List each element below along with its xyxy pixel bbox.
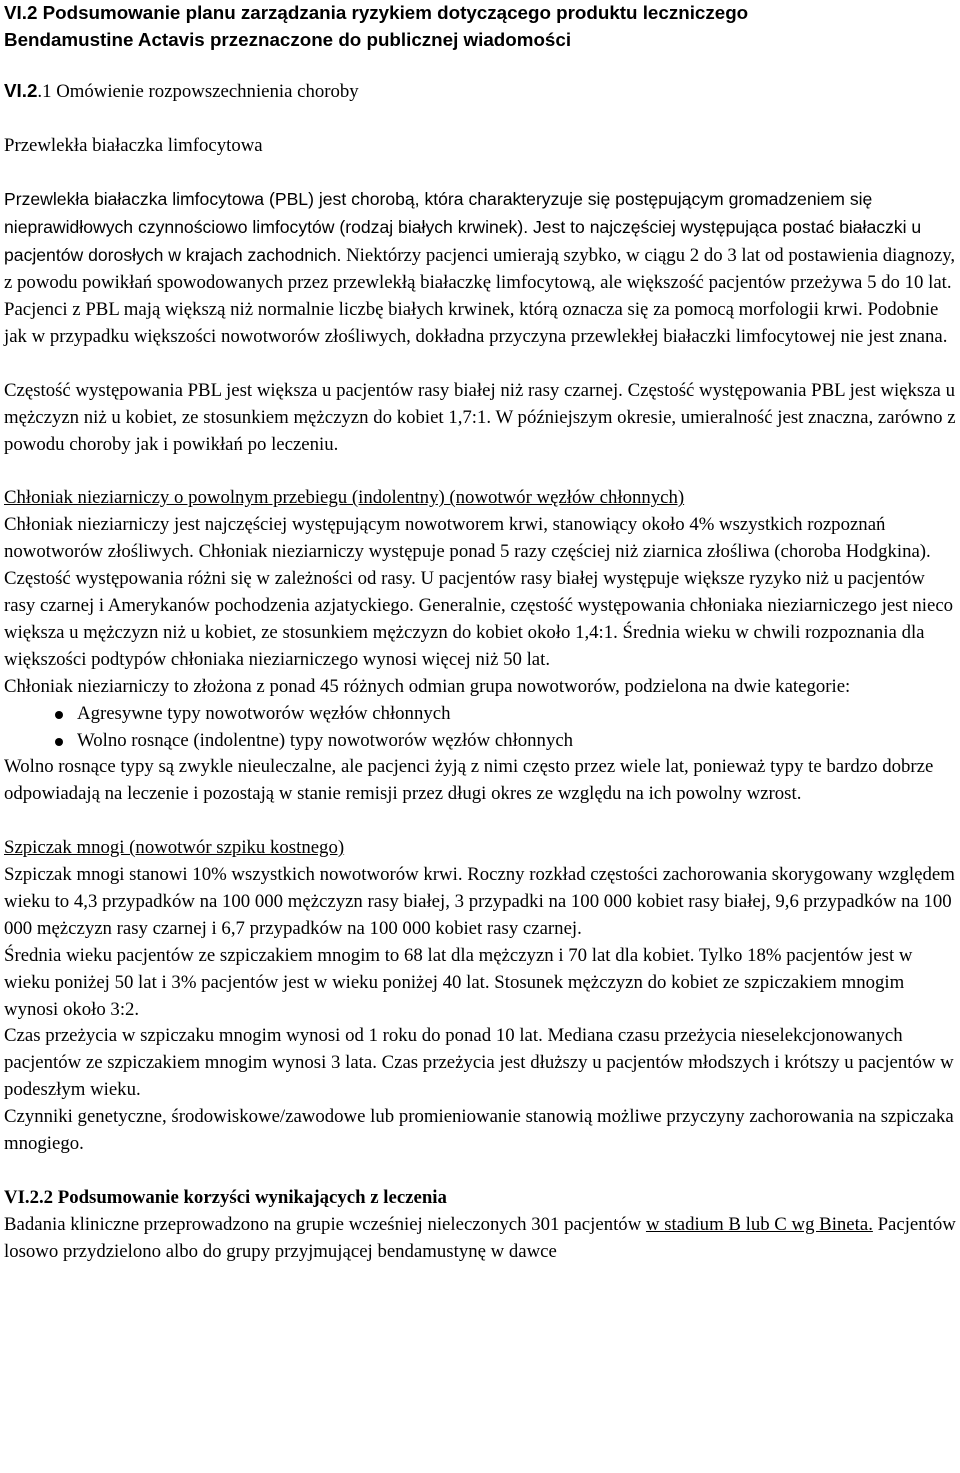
section-621-heading-rest: .1 Omówienie rozpowszechnienia choroby [37,80,359,102]
spacer [4,54,956,67]
list-item-text: Wolno rosnące (indolentne) typy nowotworów węzłów chłonnych [77,729,574,751]
myeloma-heading: Szpiczak mnogi (nowotwór szpiku kostnego) [4,837,345,859]
spacer [4,351,956,378]
lymphoma-paragraph-4: Wolno rosnące typy są zwykle nieuleczalne, ale pacjenci żyją z nimi często przez wiele lat, ponieważ typy te bardzo dobrze odpowiadają na leczenie i pozostają w stanie remisji przez długi okres ze względu na ich powolny wzrost. [4,756,934,805]
main-heading [4,0,956,54]
list-item-text: Agresywne typy nowotworów węzłów chłonnych [77,702,451,724]
section-621-heading-prefix: VI.2 [4,79,38,101]
lymphoma-categories-list [4,701,956,755]
list-item [77,728,956,755]
myeloma-paragraph-3: Czas przeżycia w szpiczaku mnogim wynosi od 1 roku do ponad 10 lat. Mediana czasu przeżycia nieselekcjonowanych pacjentów ze szpiczakiem mnogim wynosi 3 lata. Czas przeżycia jest dłuższy u pacjentów młodszych i krótszy u pacjentów w podeszłym wieku. [4,1025,954,1101]
lymphoma-paragraph-3: Chłoniak nieziarniczy to złożona z ponad 45 różnych odmian grupa nowotworów, podzielona na dwie kategorie: [4,675,851,697]
cll-paragraph-1-sans: Przewlekła białaczka limfocytowa (PBL) jest chorobą, która charakteryzuje się postępującym gromadzeniem się nieprawidłowych czynnościowo limfocytów (rodzaj białych krwinek). Jest to najczęściej występująca postać białaczki u pacjentów dorosłych w krajach zachodnich. [4,189,922,266]
myeloma-paragraph-4: Czynniki genetyczne, środowiskowe/zawodowe lub promieniowanie stanowią możliwe przyczyny zachorowania na szpiczaka mnogiego. [4,1106,954,1155]
lymphoma-paragraph-2: Częstość występowania różni się w zależności od rasy. U pacjentów rasy białej występuje większe ryzyko niż u pacjentów rasy czarnej i Amerykanów pochodzenia azjatyckiego. Generalnie, częstość występowania chłoniaka nieziarniczego jest nieco większa u mężczyzn niż u kobiet, ze stosunkiem mężczyzn do kobiet około 1,4:1. Średnia wieku w chwili rozpoznania dla większości podtypów chłoniaka nieziarniczego wynosi więcej niż 50 lat. [4,568,954,670]
binet-stage-link: w stadium B lub C wg Bineta. [645,1213,873,1235]
lymphoma-heading: Chłoniak nieziarniczy o powolnym przebiegu (indolentny) (nowotwór węzłów chłonnych) [4,487,685,509]
section-621-heading [4,78,956,106]
section-622-text-start: Badania kliniczne przeprowadzono na grupie wcześniej nieleczonych 301 pacjentów [4,1213,646,1235]
myeloma-paragraph-1: Szpiczak mnogi stanowi 10% wszystkich nowotworów krwi. Roczny rozkład częstości zachorowania skorygowany względem wieku to 4,3 przypadków na 100 000 mężczyzn rasy białej, 3 przypadki na 100 000 kobiet rasy białej, 9,6 przypadków na 100 000 mężczyzn rasy czarnej i 6,7 przypadków na 100 000 kobiet rasy czarnej. [4,864,955,939]
lymphoma-paragraph-1: Chłoniak nieziarniczy jest najczęściej występującym nowotworem krwi, stanowiący około 4% wszystkich rozpoznań nowotworów złośliwych. Chłoniak nieziarniczy występuje ponad 5 razy częściej niż ziarnica złośliwa (choroba Hodgkina). [4,514,931,563]
section-622-heading: VI.2.2 Podsumowanie korzyści wynikających z leczenia [4,1186,447,1208]
main-heading-line1: VI.2 Podsumowanie planu zarządzania ryzykiem dotyczącego produktu leczniczego [4,2,749,23]
bullet-icon [55,711,63,719]
list-item [77,701,956,728]
section-622-text-end: Pacjentów losowo przydzielono albo do grupy przyjmującej bendamustynę w dawce [4,1213,956,1262]
spacer [4,458,956,485]
cll-paragraph-1-serif: Niektórzy pacjenci umierają szybko, w ciągu 2 do 3 lat od postawienia diagnozy, z powodu powikłań spowodowanych przez przewlekłą białaczkę limfocytową, ale większość pacjentów przeżywa 5 do 10 lat. Pacjenci z PBL mają większą niż normalnie liczbę białych krwinek, którą oznacza się za pomocą morfologii krwi. Podobnie jak w przypadku większości nowotworów złośliwych, dokładna przyczyna przewlekłej białaczki limfocytowej nie jest znana. [4,245,956,347]
spacer [4,808,956,835]
spacer [4,106,956,133]
spacer [4,1158,956,1185]
cll-paragraph-2: Częstość występowania PBL jest większa u pacjentów rasy białej niż rasy czarnej. Częstość występowania PBL jest większa u mężczyzn niż u kobiet, ze stosunkiem mężczyzn do kobiet 1,7:1. W późniejszym okresie, umieralność jest znaczna, zarówno z powodu choroby jak i powikłań po leczeniu. [4,379,956,455]
main-heading-line2: Bendamustine Actavis przeznaczone do publicznej wiadomości [4,28,572,50]
cll-paragraph-1 [4,186,956,350]
spacer [4,160,956,187]
myeloma-paragraph-2: Średnia wieku pacjentów ze szpiczakiem mnogim to 68 lat dla mężczyzn i 70 lat dla kobiet. Tylko 18% pacjentów jest w wieku poniżej 50 lat i 3% pacjentów jest w wieku poniżej 40 lat. Stosunek mężczyzn do kobiet ze szpiczakiem mnogim wynosi około 3:2. [4,944,913,1020]
cll-subheading: Przewlekła białaczka limfocytowa [4,134,263,156]
bullet-icon [55,738,63,746]
section-622-paragraph-1 [4,1212,956,1266]
